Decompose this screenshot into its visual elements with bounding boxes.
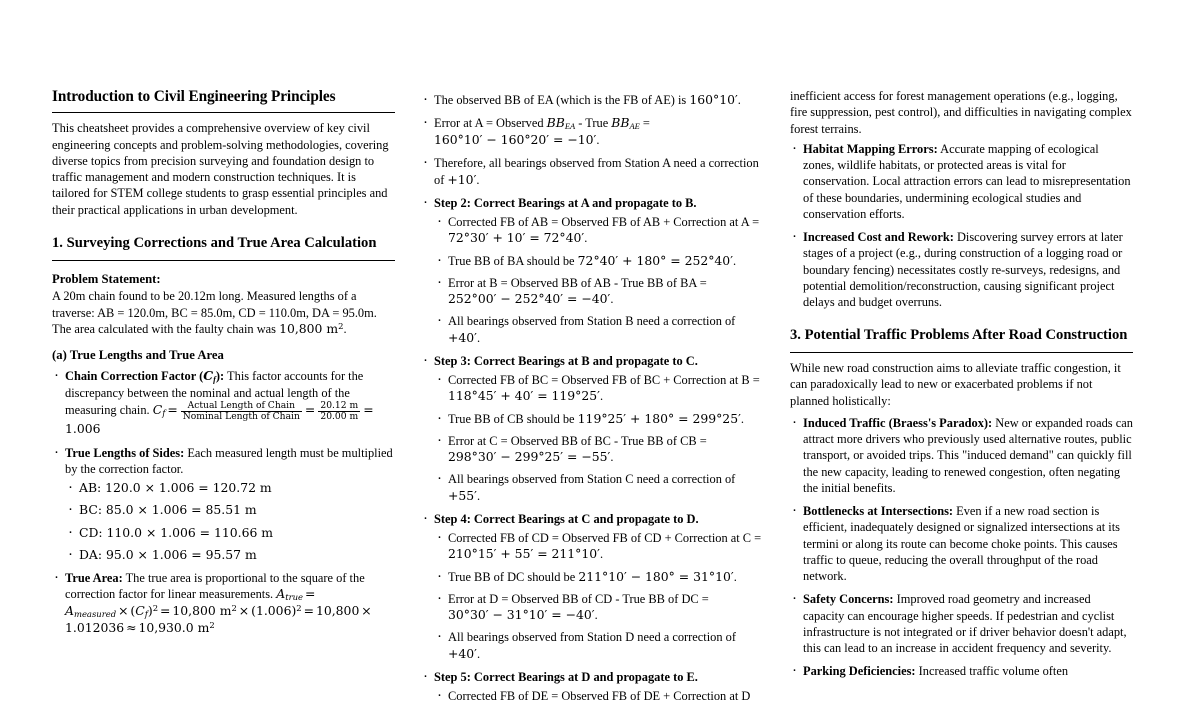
bullet-description: Even if a new road section is efficient, inadequately designed or signalized intersections at its termini or along its route can become choke points. This causes traffic to queue, reducing the overall throughput of the road network. [803,504,1121,584]
true-area-equation: $A_{true}$ = [276,586,316,603]
bearing-math-expression: +40′ [448,645,477,661]
step-heading-item [421,511,764,662]
cf-squared-decimal: 1.012036 [65,620,125,636]
cf-exponent: 2 [152,603,159,614]
a-measured-subscript: measured [73,608,117,619]
detail-period: . [476,330,481,345]
math-variable-1-subscript: EA [564,121,576,132]
detail-text-a: True BB of BA should be [448,253,578,268]
ccf-value-denominator: 20.00 m [320,410,359,422]
bullet-description: Discovering survey errors at later stages of a project (e.g., during construction of a logging road or boundary fencing) necessitates costly re-surveys, redesigns, and potential demolition/reconstruction, causing significant project delays and budget overruns. [803,230,1123,309]
section-3-rule [790,352,1133,353]
step-detail-item [434,471,764,504]
step-detail-item [434,433,764,466]
true-area-result: 10,930.0 m [138,620,210,636]
list-item-side-cd [65,525,395,541]
step-detail-item [434,569,764,585]
a-true-symbol: A [276,586,286,602]
ccf-eq-subscript: f [162,407,166,418]
step-detail-item [434,629,764,662]
detail-text-a: All bearings observed from Station B need a correction of [448,314,736,329]
column-3-top-bullet-list [790,141,1133,311]
step-detail-item [434,372,764,405]
a-true-subscript: true [285,592,304,603]
bullet-term: Bottlenecks at Intersections: [803,504,954,519]
step-sublist [434,688,764,704]
step-heading-item [421,195,764,346]
step-detail-item [421,115,764,148]
side-bc-value: BC: 85.0 × 1.006 = 85.51 m [79,502,257,518]
detail-period: . [594,608,598,623]
problem-area-exponent: 2 [338,321,344,331]
list-item-side-da [65,547,395,563]
bearing-math-expression: 298°30′ − 299°25′ = −55′ [448,449,611,465]
detail-text-a: Corrected FB of BC = Observed FB of BC + Correction at B = [448,373,760,388]
bullet-term: Safety Concerns: [803,592,894,607]
bullet-term: Habitat Mapping Errors: [803,141,938,156]
detail-text-a: The observed BB of EA (which is the FB of AE) is [434,93,690,107]
detail-text-a: Error at C = Observed BB of BC - True BB of CB = [448,433,707,448]
ccf-fraction-denominator: Nominal Length of Chain [182,410,300,422]
survey-error-item [790,141,1133,222]
step-detail-item [421,92,764,108]
true-lengths-sublist [65,480,395,563]
list-item-true-lengths [52,445,395,564]
column-1-bullet-list [52,368,395,637]
detail-text-a: Corrected FB of AB = Observed FB of AB + Correction at A = [448,215,760,230]
list-item-side-ab [65,480,395,496]
column-2 [421,88,764,704]
cf-squared-exponent: 2 [296,603,302,614]
true-area-final: 1.012036 ≈ 10,930.0 $m^2$ [65,620,215,636]
step-detail-item [421,155,764,188]
ccf-fraction-values [318,401,360,421]
continued-paragraph: inefficient access for forest management operations (e.g., logging, fire suppression, pest control), and difficulties in navigating complex forest terrains. [790,89,1132,136]
list-item-true-area [52,570,395,636]
problem-statement-area-math [279,321,343,336]
step-detail-item [434,214,764,247]
area-intermediate-value: 10,800 [315,603,360,619]
traffic-problem-item [790,503,1133,584]
traffic-problem-item [790,663,1133,679]
detail-text-a: Therefore, all bearings observed from Station A need a correction of [434,156,759,187]
ccf-term-close: ): [215,368,225,383]
area-measured-value: 10,800 m [172,603,232,619]
detail-period: . [610,292,614,307]
problem-area-value: 10,800 m [279,320,339,336]
true-lengths-description: Each measured length must be multiplied by the correction factor. [65,445,393,476]
step-sublist [434,214,764,346]
bearing-math-expression: +55′ [448,487,477,503]
bullet-term: Induced Traffic (Braess's Paradox): [803,415,993,430]
column-3 [790,88,1133,679]
ccf-eq-variable: C [152,401,163,417]
step-detail-item [434,530,764,563]
side-da-value: DA: 95.0 × 1.006 = 95.57 m [79,546,257,562]
bearing-math-expression: 72°30′ + 10′ = 72°40′ [448,230,585,246]
step-detail-item [434,313,764,346]
cf-subscript: f [144,608,148,619]
bearing-math-expression: 160°10′ [689,92,738,107]
step-heading-item [421,353,764,504]
section-1-rule [52,260,395,261]
survey-error-item [790,229,1133,310]
traffic-problem-item [790,415,1133,496]
bullet-description: Accurate mapping of ecological zones, wildlife habitats, or protected areas is vital for conservation. Local attraction errors can lead to misrepresentation of these boundaries, undermining ecological studies and conservation efforts. [803,141,1131,221]
section-3-heading: 3. Potential Traffic Problems After Road Construction [790,327,1128,344]
section-1-heading: 1. Surveying Corrections and True Area Calculation [52,234,377,251]
step-heading-label: Step 5: Correct Bearings at D and propagate to E. [434,669,698,684]
problem-statement-body: A 20m chain found to be 20.12m long. Measured lengths of a traverse: AB = 120.0m, BC = 85.0m, CD = 110.0m, DA = 95.0m. The area calculated with the faulty chain was [52,289,377,336]
detail-text-a: Error at D = Observed BB of CD - True BB of DC = [448,591,709,606]
detail-period: . [584,231,588,246]
detail-period: . [596,133,600,148]
problem-statement-label: Problem Statement: [52,271,161,286]
detail-period: . [740,411,744,426]
cf-squared-value: (1.006) [251,603,297,619]
bearing-math-expression: +40′ [448,329,477,345]
detail-period: . [599,389,604,404]
bullet-description: New or expanded roads can attract more drivers who previously used alternative routes, public transport, or avoided trips. This "induced demand" can quickly fill the new capacity, leading to renewed congestion, often negating the initial benefits. [803,415,1133,495]
detail-period: . [733,569,737,584]
bearing-math-expression: 118°45′ + 40′ = 119°25′ [448,388,600,404]
math-variable-1: BB [546,115,565,131]
step-detail-item [434,253,764,269]
math-variable-2-subscript: AE [629,121,640,132]
detail-text-a: True BB of DC should be [448,569,579,584]
ccf-term-variable: C [203,367,214,383]
cf-symbol: C [135,603,145,619]
bearing-math-expression: +10′ [447,171,477,187]
list-item-side-bc [65,502,395,518]
step-heading-item [421,669,764,705]
side-cd-value: CD: 110.0 × 1.006 = 110.66 m [79,524,274,540]
step-detail-item [434,591,764,624]
detail-period: . [476,172,480,187]
detail-text-a: All bearings observed from Station C need a correction of [448,472,736,487]
ccf-fraction-numerator: Actual Length of Chain [187,399,295,411]
bearing-math-expression: 160°10′ − 160°20′ = −10′ [434,132,597,148]
bearing-math-expression: 119°25′ + 180° = 299°25′ [577,410,741,426]
problem-statement-period: . [343,321,347,336]
column-2-bullet-list [421,92,764,704]
detail-text-a: True BB of CB should be [448,411,578,426]
step-detail-item [434,688,764,704]
detail-period: . [599,547,604,562]
ccf-value-numerator: 20.12 m [320,399,359,411]
detail-period: . [476,488,481,503]
side-ab-value: AB: 120.0 × 1.006 = 120.72 m [79,480,272,495]
bullet-term: Increased Cost and Rework: [803,230,954,244]
step-sublist [434,530,764,662]
section-3-intro: While new road construction aims to alleviate traffic congestion, it can paradoxically lead to new or exacerbated problems if not planned holistically: [790,361,1121,408]
step-heading-label: Step 2: Correct Bearings at A and propagate to B. [434,195,697,210]
true-area-equation-cont: $A_{measured} \times (C_f)^2 = 10,800$ $m^2 \times (1.006)^2 = 10,800$ × [65,603,372,619]
true-area-description: The true area is proportional to the square of the correction factor for linear measurements. [65,571,365,602]
step-detail-item [434,411,764,427]
list-item-chain-correction-factor [52,368,395,438]
column-3-main-bullet-list [790,415,1133,680]
detail-period: . [476,646,481,661]
subsection-a-heading: (a) True Lengths and True Area [52,348,224,363]
ccf-equation: $C_f$ = $\frac{\text{Actual Length of Chain}}{\text{Nominal Length of Chain}}$ = $\frac{20.12 m}{20.00 m}$ = [152,399,374,422]
bearing-math-expression: 252°00′ − 252°40′ = −40′ [448,291,611,307]
bearing-math-expression: 210°15′ + 55′ = 211°10′ [448,546,600,562]
detail-period: . [610,450,614,465]
ccf-term-subscript: f [213,373,216,384]
ccf-description: This factor accounts for the discrepancy between the nominal and actual length of the measuring chain. [65,368,364,417]
bullet-term: Parking Deficiencies: [803,664,916,679]
detail-period: . [733,253,737,268]
bullet-description: Increased traffic volume often [915,664,1069,679]
ccf-term-text: Chain Correction Factor ( [65,368,204,383]
detail-text-a: Error at B = Observed BB of AB - True BB of BA = [448,275,707,290]
true-area-term: True Area: [65,571,123,585]
ccf-fraction-definition [181,401,302,421]
detail-period: . [737,93,741,107]
area-measured-exponent: 2 [231,603,237,614]
detail-text-a: Corrected FB of DE = Observed FB of DE + Correction at D [448,689,751,704]
ccf-term [65,369,224,383]
detail-text-a: All bearings observed from Station D need a correction of [448,630,736,645]
step-heading-label: Step 4: Correct Bearings at C and propagate to D. [434,511,699,526]
true-lengths-term: True Lengths of Sides: [65,445,185,460]
bearing-math-expression: 72°40′ + 180° = 252°40′ [577,252,734,268]
ccf-result-value: 1.006 [65,421,101,437]
detail-text-c: = [639,116,650,131]
step-heading-label: Step 3: Correct Bearings at B and propagate to C. [434,353,698,368]
detail-text-a: Corrected FB of CD = Observed FB of CD + Correction at C = [448,531,762,546]
intro-paragraph: This cheatsheet provides a comprehensive overview of key civil engineering concepts and problem-solving methodologies, covering diverse topics from precision surveying and foundation design to traffic management and modern construction techniques. It is tailored for STEM college students to grasp essential principles and their practical applications in urban development. [52,121,389,217]
a-measured-symbol: A [65,603,74,619]
traffic-problem-item [790,591,1133,656]
step-sublist [434,372,764,504]
problem-statement-text [52,288,395,337]
bearing-math-expression: 30°30′ − 31°10′ = −40′ [448,607,595,623]
step-detail-item [434,275,764,308]
bearing-math-expression: 211°10′ − 180° = 31°10′ [578,568,734,584]
math-variable-2: BB [611,115,630,131]
detail-text-a: Error at A = Observed [434,116,547,131]
page-title: Introduction to Civil Engineering Principles [52,88,336,105]
detail-text-b: - True [575,116,612,131]
title-rule [52,112,395,113]
bullet-description: Improved road geometry and increased capacity can encourage higher speeds. If pedestrian and cyclist infrastructure is not integrated or if driver behavior doesn't adapt, this can lead to an increase in accident frequency and severity. [803,592,1127,656]
true-area-result-exponent: 2 [209,620,215,631]
